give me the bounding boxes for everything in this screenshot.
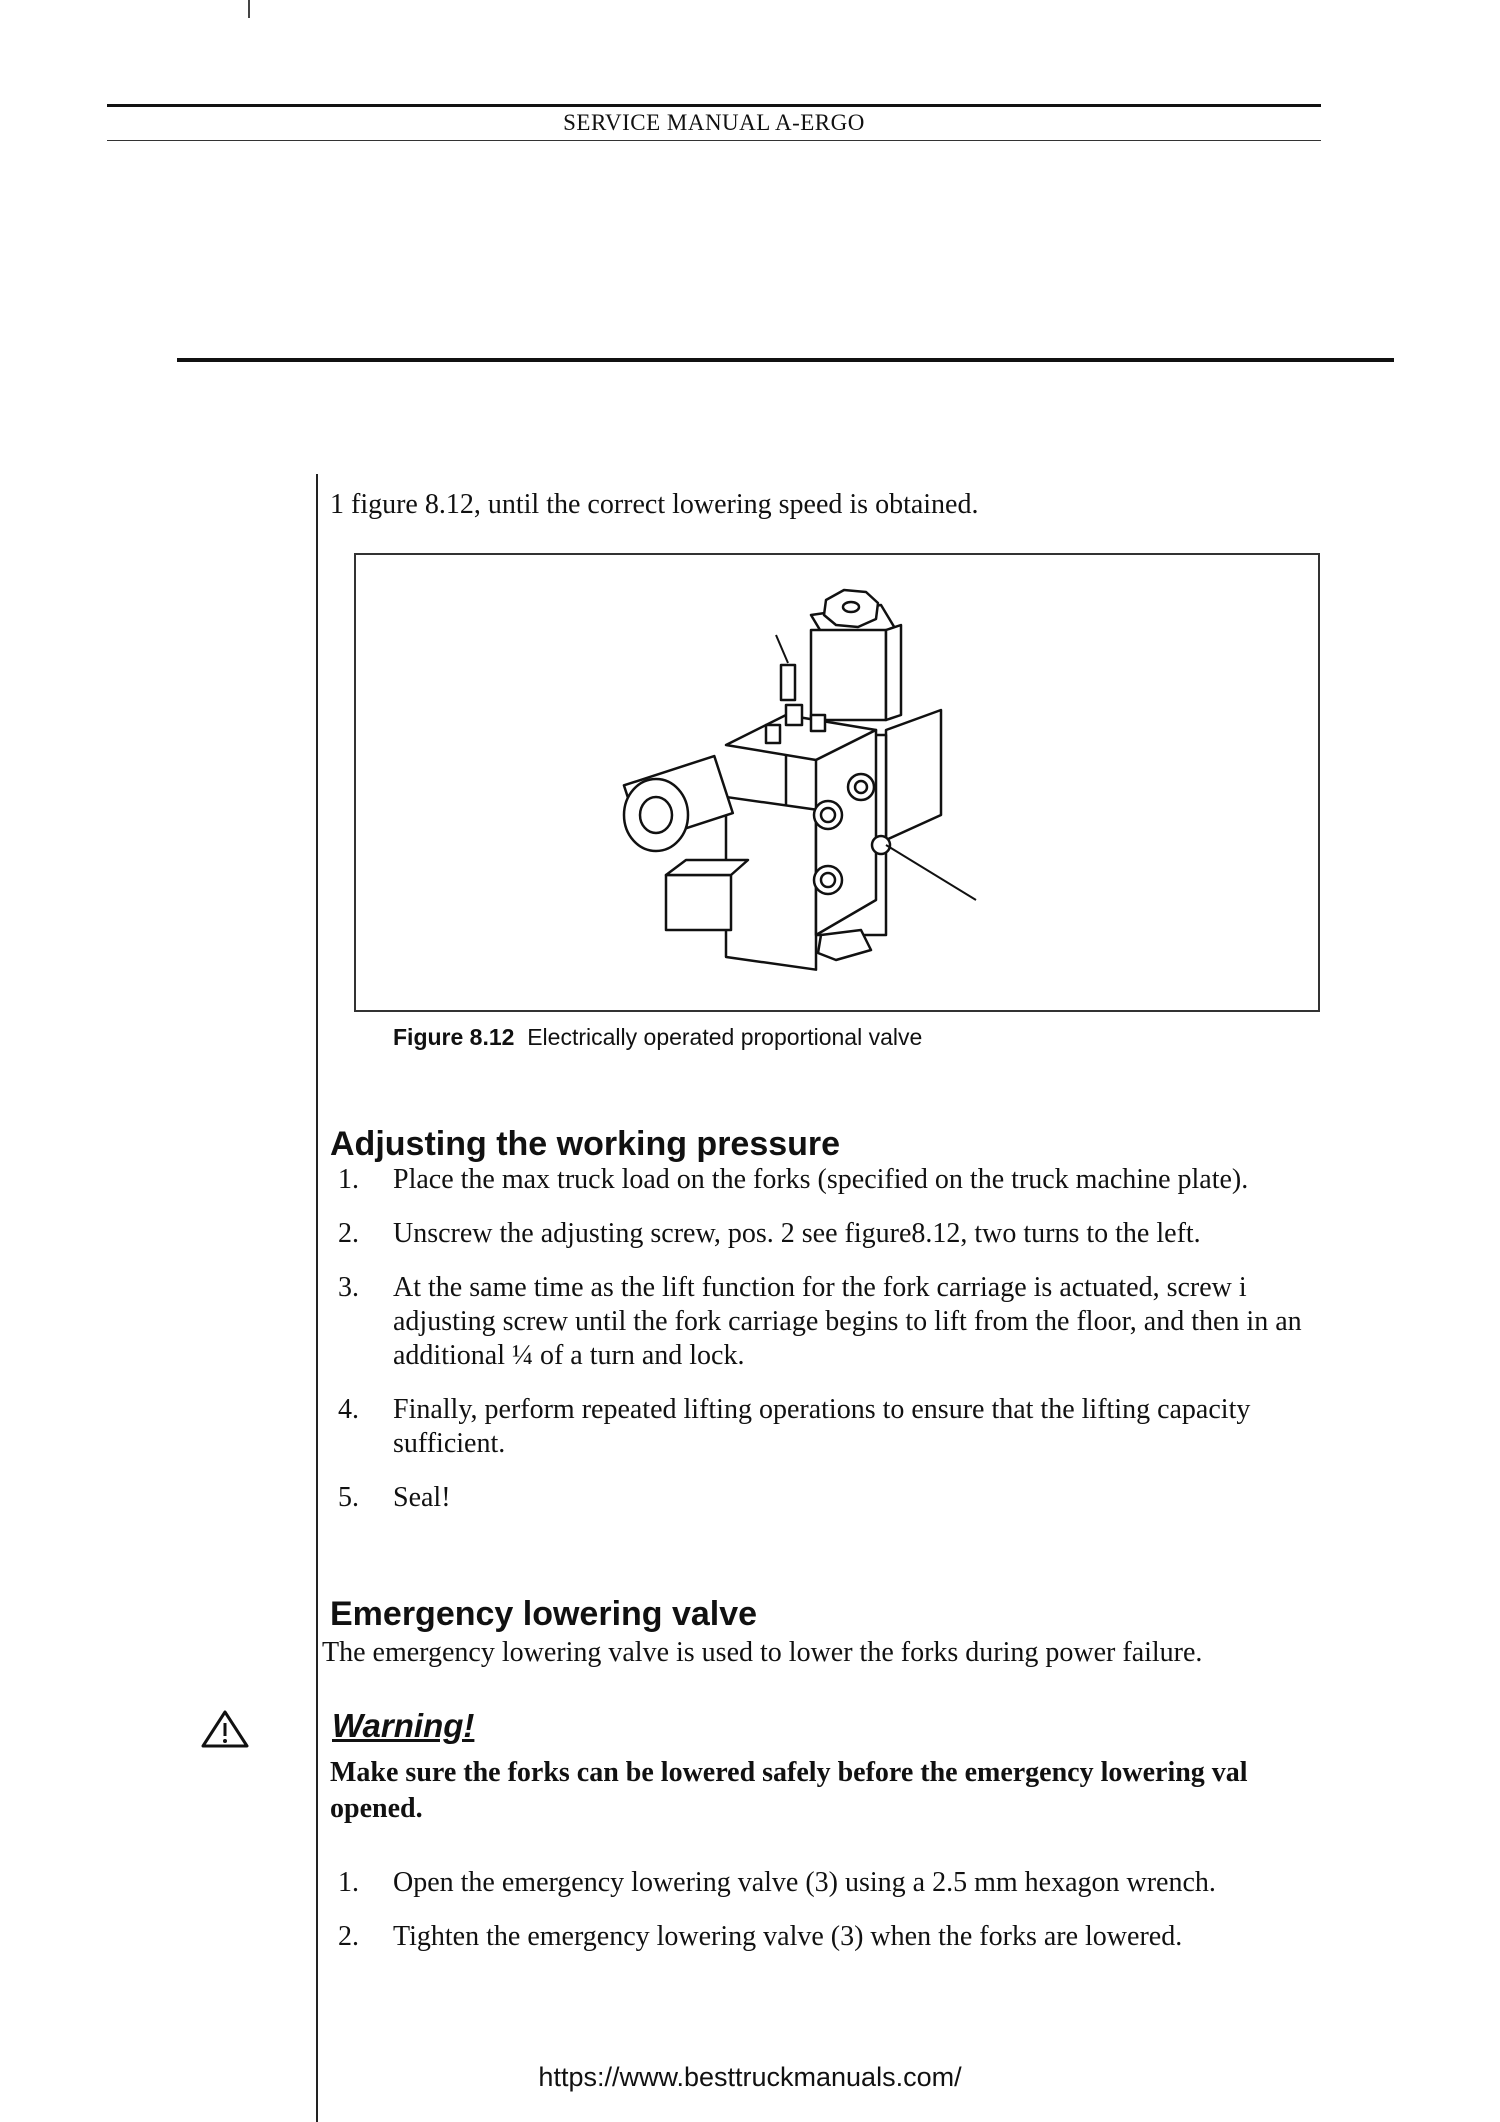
adjust-steps-list	[330, 1163, 1330, 1535]
list-item: 3. At the same time as the lift function for the fork carriage is actuated, screw i adjusting screw until the fork carriage begins to lift from the floor, and then in an additional ¼ of a turn and lock.	[338, 1272, 1302, 1371]
list-item: 5. Seal!	[338, 1482, 451, 1513]
lower-solenoid	[666, 875, 731, 930]
emergency-description: The emergency lowering valve is used to lower the forks during power failure.	[322, 1637, 1203, 1668]
leader-line-2	[886, 845, 976, 900]
fitting-screw	[781, 665, 795, 700]
fitting-1	[786, 705, 802, 725]
figure-caption-label: Figure 8.12	[393, 1024, 515, 1050]
port-1-inner	[821, 808, 835, 822]
list-item: 1. Open the emergency lowering valve (3) using a 2.5 mm hexagon wrench.	[338, 1867, 1216, 1898]
header-rule-top	[107, 104, 1321, 107]
port-2-inner	[855, 781, 867, 793]
fitting-2	[811, 715, 825, 731]
page-header-title: SERVICE MANUAL A-ERGO	[563, 110, 865, 135]
list-item: 2. Unscrew the adjusting screw, pos. 2 see figure8.12, two turns to the left.	[338, 1218, 1201, 1249]
header-rule-bottom	[107, 140, 1321, 141]
emergency-steps-list	[330, 1866, 1330, 1974]
solenoid-top-side	[886, 625, 901, 720]
step-text: Finally, perform repeated lifting operations to ensure that the lifting capacity sufficient.	[393, 1394, 1251, 1459]
list-item: 1. Place the max truck load on the forks (specified on the truck machine plate).	[338, 1164, 1249, 1195]
list-item: 4. Finally, perform repeated lifting operations to ensure that the lifting capacity sufficient.	[338, 1394, 1251, 1459]
port-3-inner	[821, 873, 835, 887]
section-heading-adjust: Adjusting the working pressure	[330, 1125, 841, 1163]
step-text: Tighten the emergency lowering valve (3) when the forks are lowered.	[393, 1921, 1183, 1952]
warning-text: Make sure the forks can be lowered safely before the emergency lowering val opened.	[330, 1757, 1248, 1824]
warning-triangle-icon	[200, 1709, 250, 1754]
footer-url[interactable]: https://www.besttruckmanuals.com/	[538, 2062, 962, 2092]
figure-caption-text: Electrically operated proportional valve	[527, 1024, 923, 1050]
solenoid-cap-center	[843, 602, 859, 612]
step-text: Seal!	[393, 1482, 451, 1513]
step-text: Place the max truck load on the forks (specified on the truck machine plate).	[393, 1164, 1249, 1195]
section-heading-emergency: Emergency lowering valve	[330, 1595, 758, 1633]
section-rule	[177, 358, 1394, 362]
valve-illustration	[356, 555, 1322, 1014]
rear-block-side	[886, 710, 941, 840]
solenoid-top-body	[811, 630, 886, 720]
warning-title: Warning!	[332, 1707, 475, 1744]
intro-paragraph: 1 figure 8.12, until the correct lowering speed is obtained.	[330, 489, 979, 520]
step-text: Unscrew the adjusting screw, pos. 2 see figure8.12, two turns to the left.	[393, 1218, 1201, 1249]
margin-rule	[316, 474, 318, 2122]
main-block-front	[726, 797, 816, 970]
list-item: 2. Tighten the emergency lowering valve (3) when the forks are lowered.	[338, 1921, 1183, 1952]
main-block-side	[816, 730, 876, 935]
figure-frame	[354, 553, 1320, 1012]
leader-line-1	[776, 635, 788, 663]
figure-caption	[393, 1024, 922, 1051]
fitting-3	[766, 725, 780, 743]
left-solenoid-end-inner	[640, 797, 672, 833]
step-text: At the same time as the lift function for the fork carriage is actuated, screw i adjusting screw until the fork carriage begins to lift from the floor, and then in an additional ¼ of a turn and lock.	[393, 1272, 1302, 1371]
step-text: Open the emergency lowering valve (3) using a 2.5 mm hexagon wrench.	[393, 1867, 1216, 1898]
bottom-nut	[818, 930, 871, 960]
page-edge-tick	[248, 0, 250, 18]
